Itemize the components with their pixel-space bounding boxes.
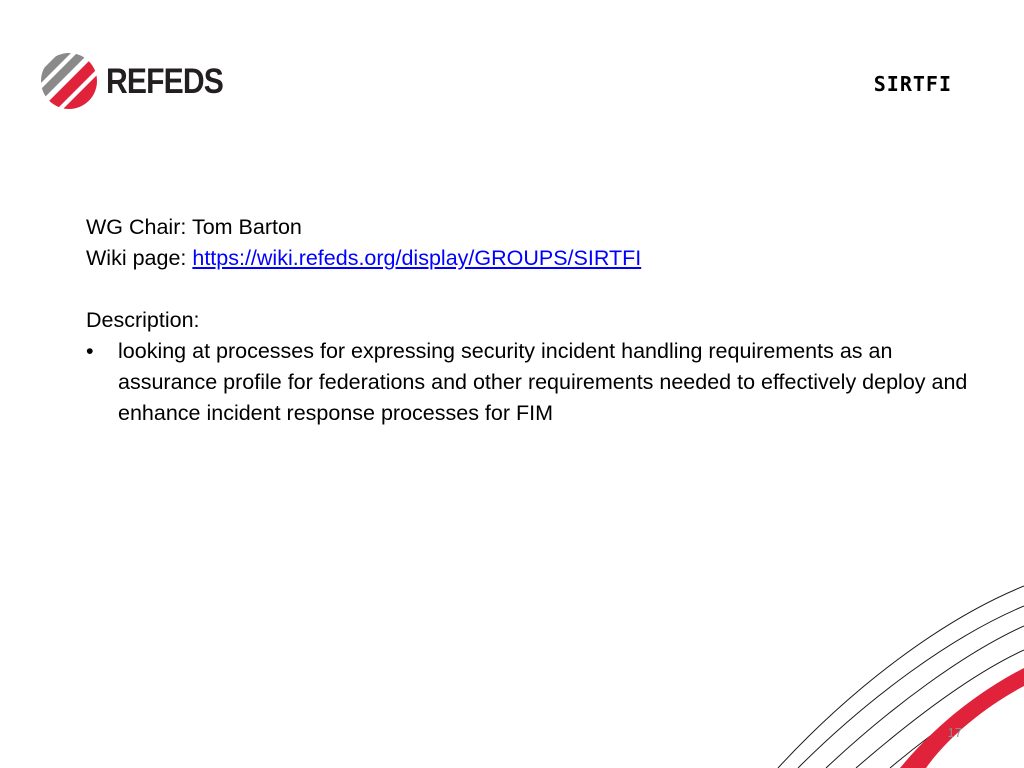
description-label: Description: xyxy=(86,308,200,332)
swoosh-line-1 xyxy=(778,586,1024,768)
chair-label: WG Chair: xyxy=(86,215,192,239)
slide-title: SIRTFI xyxy=(873,72,952,96)
swoosh-red xyxy=(900,668,1024,768)
bullet-text: looking at processes for expressing security incident handling requirements as an assurance profile for federations and other requirements needed to effectively deploy and enhance incident response processes for FIM xyxy=(118,339,968,425)
bullet-icon: • xyxy=(86,339,94,363)
wiki-label: Wiki page: xyxy=(86,246,193,270)
page-number: 17 xyxy=(947,725,962,740)
chair-name: Tom Barton xyxy=(191,215,302,239)
brand-name: REFEDS xyxy=(106,61,223,101)
wiki-link[interactable]: https://wiki.refeds.org/display/GROUPS/SIRTFI xyxy=(192,246,642,270)
swoosh-line-2 xyxy=(798,606,1024,768)
